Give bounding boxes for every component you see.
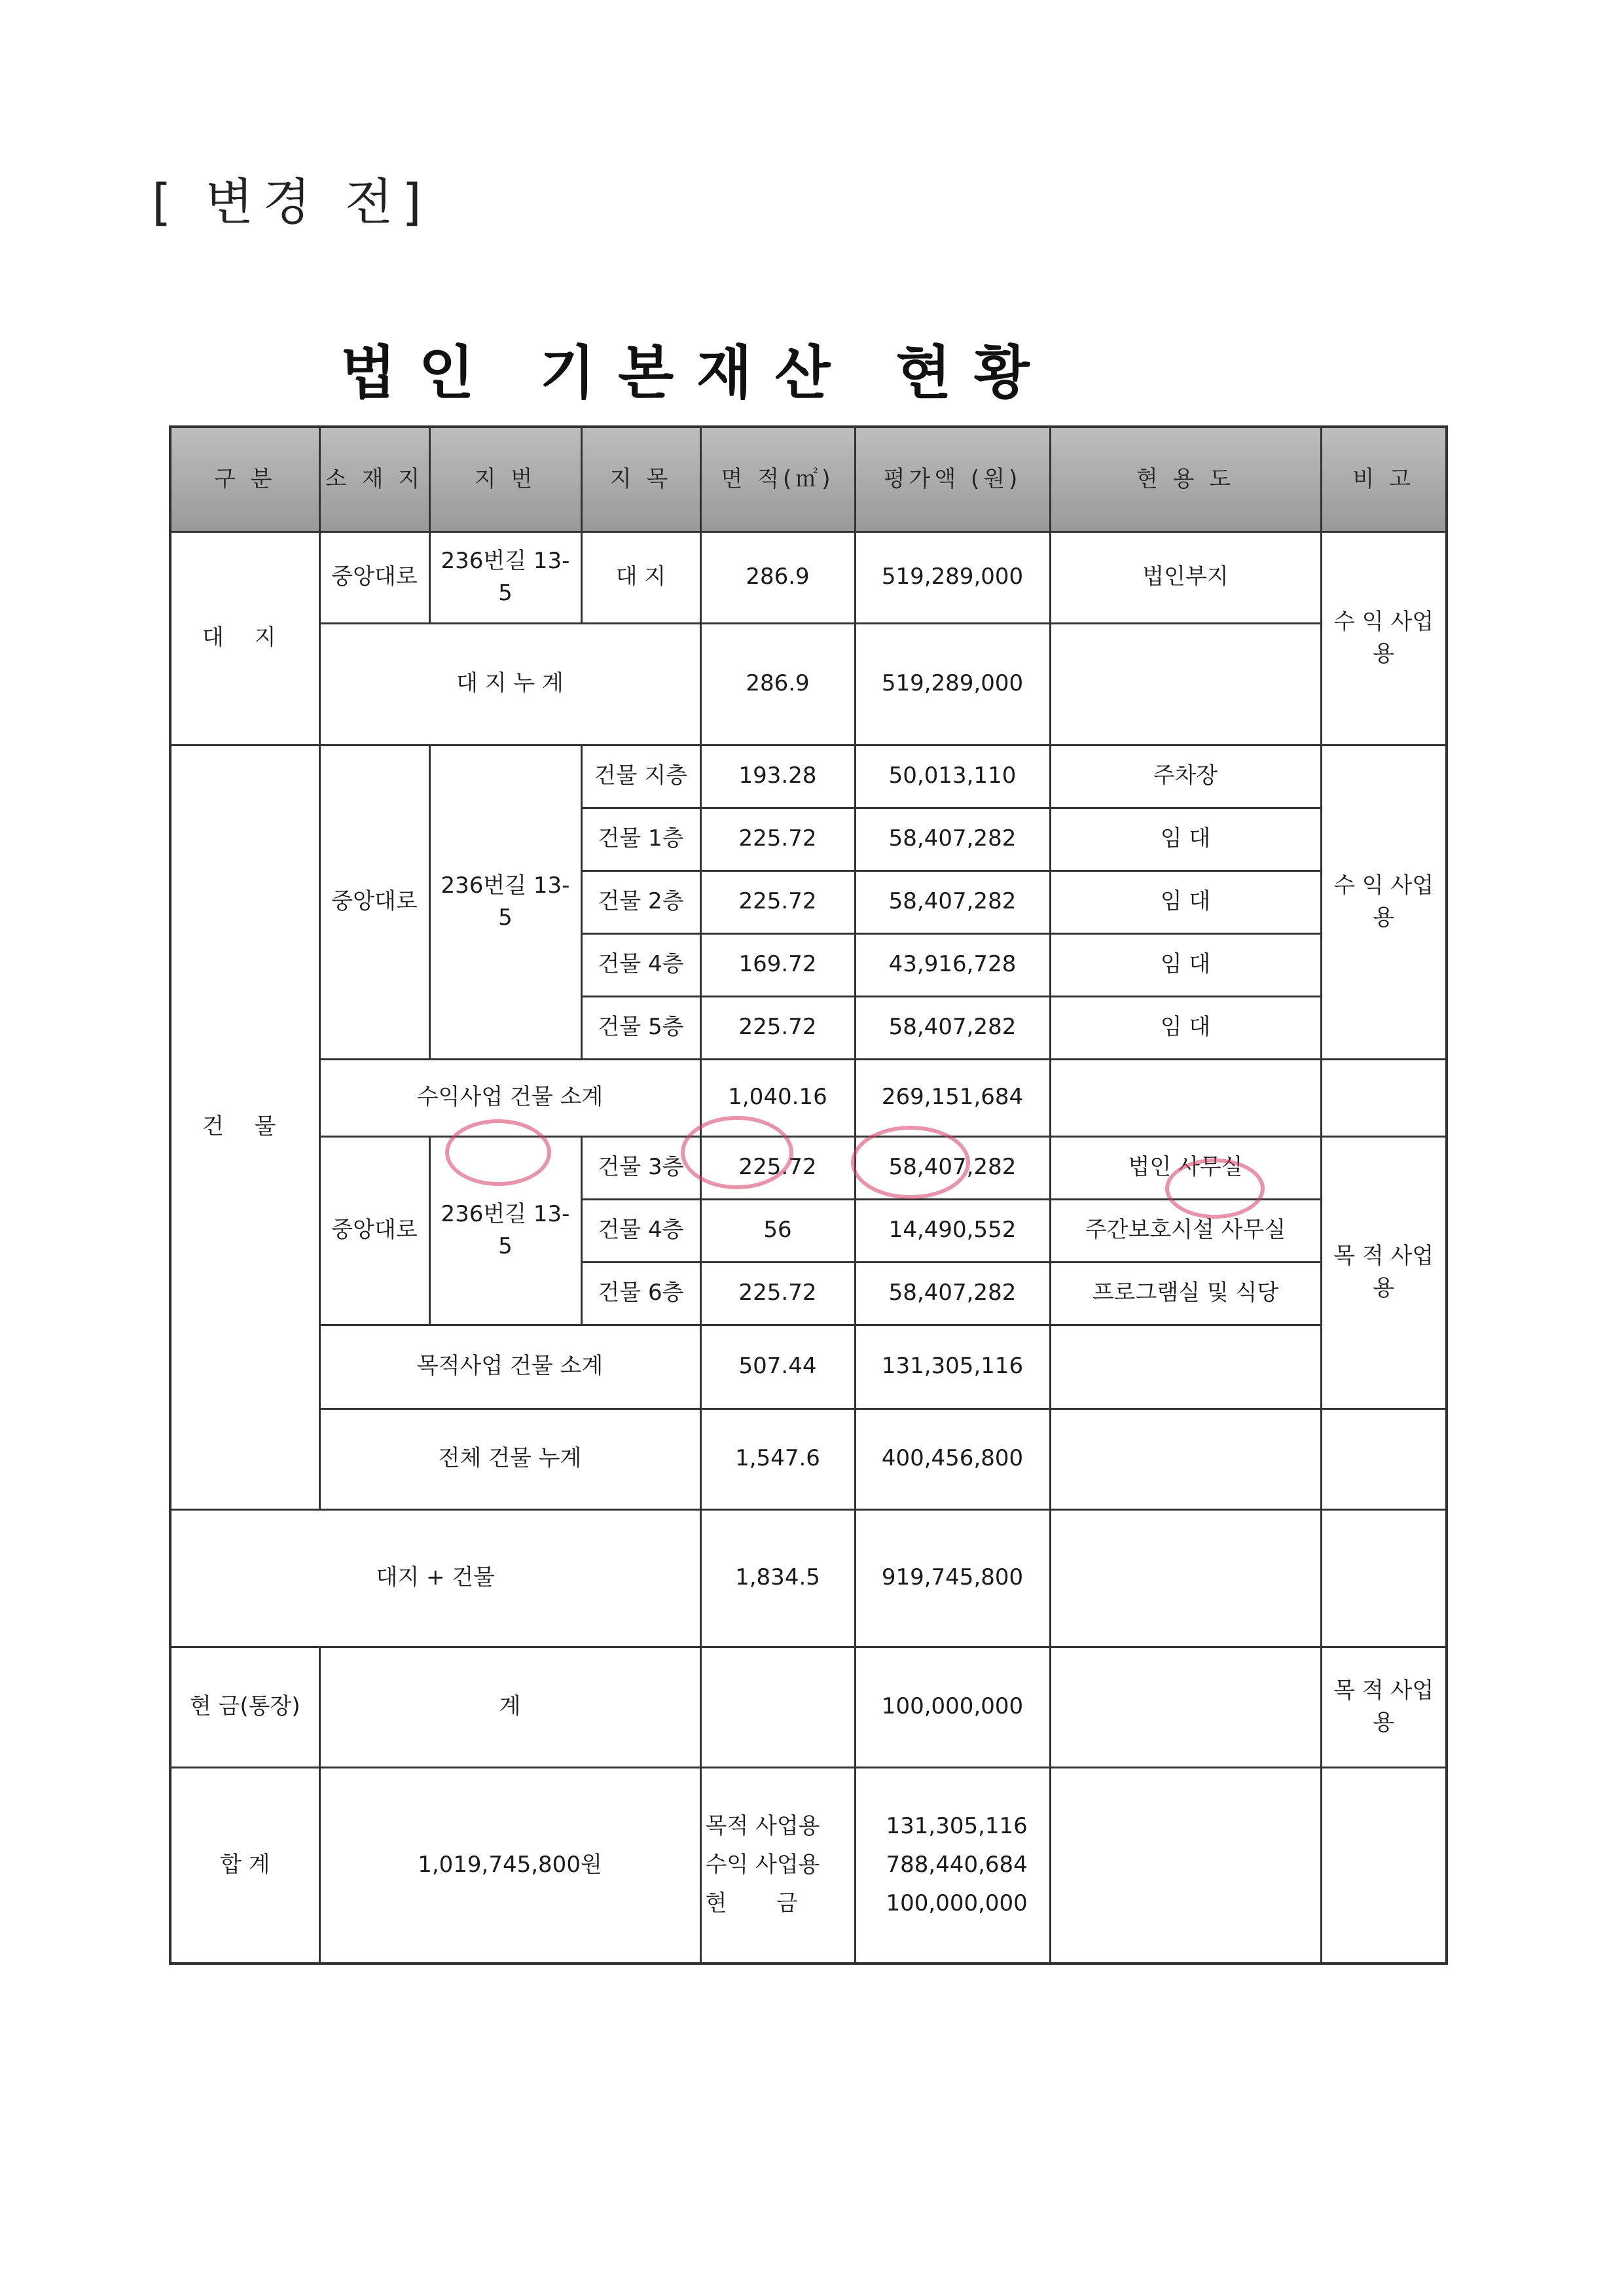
land-plus-building-row — [170, 1509, 1447, 1647]
purpose-subtotal-value: 131,305,116 — [855, 1325, 1050, 1408]
cash-row — [170, 1647, 1447, 1767]
building-area: 225.72 — [700, 870, 855, 933]
building-floor: 건물 2층 — [581, 870, 700, 933]
breakdown-label: 현 금 — [705, 1890, 798, 1917]
header-area: 면 적(㎡) — [700, 427, 855, 531]
header-value: 평가액 (원) — [855, 427, 1050, 531]
profit-subtotal-use — [1050, 1059, 1321, 1136]
building-area: 169.72 — [700, 933, 855, 996]
grand-total-breakdown-values — [855, 1767, 1050, 1964]
building-area: 225.72 — [700, 1136, 855, 1199]
header-row — [170, 427, 1447, 531]
land-plus-building-note — [1321, 1509, 1447, 1647]
building-area: 193.28 — [700, 745, 855, 808]
cash-category: 현 금(통장) — [170, 1647, 319, 1767]
building-value: 58,407,282 — [855, 996, 1050, 1059]
profit-subtotal-area: 1,040.16 — [700, 1059, 855, 1136]
land-subtotal-use — [1050, 623, 1321, 745]
header-note: 비 고 — [1321, 427, 1447, 531]
building-floor: 건물 3층 — [581, 1136, 700, 1199]
building-use: 임 대 — [1050, 808, 1321, 870]
building-area: 225.72 — [700, 1262, 855, 1325]
building-value: 50,013,110 — [855, 745, 1050, 808]
grand-total-breakdown-labels — [700, 1767, 855, 1964]
profit-subtotal-label: 수익사업 건물 소계 — [319, 1059, 700, 1136]
profit-subtotal-value: 269,151,684 — [855, 1059, 1050, 1136]
building-purpose-location: 중앙대로 — [319, 1136, 429, 1325]
land-subtotal-row — [170, 623, 1447, 745]
land-subtotal-label: 대 지 누 계 — [319, 623, 700, 745]
header-category: 구 분 — [170, 427, 319, 531]
header-use: 현 용 도 — [1050, 427, 1321, 531]
header-land-type: 지 목 — [581, 427, 700, 531]
breakdown-label: 수익 사업용 — [705, 1852, 820, 1878]
land-plus-building-label: 대지 + 건물 — [170, 1509, 700, 1647]
cash-area — [700, 1647, 855, 1767]
land-plus-building-area: 1,834.5 — [700, 1509, 855, 1647]
building-value: 58,407,282 — [855, 1262, 1050, 1325]
building-row — [170, 1136, 1447, 1199]
building-value: 58,407,282 — [855, 808, 1050, 870]
building-profit-note: 수 익 사업용 — [1321, 745, 1447, 1059]
building-profit-lot: 236번길 13-5 — [429, 745, 581, 1059]
header-lot: 지 번 — [429, 427, 581, 531]
land-category: 대 지 — [170, 531, 319, 745]
building-floor: 건물 6층 — [581, 1262, 700, 1325]
grand-total-category: 합 계 — [170, 1767, 319, 1964]
building-floor: 건물 5층 — [581, 996, 700, 1059]
building-use: 임 대 — [1050, 933, 1321, 996]
grand-total-row — [170, 1767, 1447, 1964]
cash-value: 100,000,000 — [855, 1647, 1050, 1767]
land-plus-building-value: 919,745,800 — [855, 1509, 1050, 1647]
building-total-note — [1321, 1408, 1447, 1509]
building-purpose-note: 목 적 사업용 — [1321, 1136, 1447, 1408]
building-total-use — [1050, 1408, 1321, 1509]
breakdown-label: 목적 사업용 — [705, 1812, 820, 1839]
land-note: 수 익 사업용 — [1321, 531, 1447, 745]
building-value: 14,490,552 — [855, 1199, 1050, 1262]
building-area: 56 — [700, 1199, 855, 1262]
building-area: 225.72 — [700, 808, 855, 870]
building-area: 225.72 — [700, 996, 855, 1059]
land-subtotal-value: 519,289,000 — [855, 623, 1050, 745]
grand-total-note — [1321, 1767, 1447, 1964]
purpose-subtotal-row — [170, 1325, 1447, 1408]
building-use: 임 대 — [1050, 996, 1321, 1059]
breakdown-value: 131,305,116 — [886, 1812, 1028, 1839]
purpose-subtotal-use — [1050, 1325, 1321, 1408]
land-area: 286.9 — [700, 531, 855, 623]
building-use: 임 대 — [1050, 870, 1321, 933]
land-use: 법인부지 — [1050, 531, 1321, 623]
building-floor: 건물 4층 — [581, 1199, 700, 1262]
breakdown-value: 788,440,684 — [886, 1852, 1028, 1878]
land-type: 대 지 — [581, 531, 700, 623]
land-lot: 236번길 13-5 — [429, 531, 581, 623]
building-total-row — [170, 1408, 1447, 1509]
document-title: 법 인 기 본 재 산 현 황 — [340, 339, 1032, 406]
cash-use — [1050, 1647, 1321, 1767]
basic-property-table — [169, 425, 1448, 1965]
land-plus-building-use — [1050, 1509, 1321, 1647]
profit-subtotal-note — [1321, 1059, 1447, 1136]
purpose-subtotal-label: 목적사업 건물 소계 — [319, 1325, 700, 1408]
grand-total-use — [1050, 1767, 1321, 1964]
building-profit-location: 중앙대로 — [319, 745, 429, 1059]
building-value: 43,916,728 — [855, 933, 1050, 996]
land-location: 중앙대로 — [319, 531, 429, 623]
purpose-subtotal-area: 507.44 — [700, 1325, 855, 1408]
building-use: 주간보호시설 사무실 — [1050, 1199, 1321, 1262]
land-value: 519,289,000 — [855, 531, 1050, 623]
building-value: 58,407,282 — [855, 1136, 1050, 1199]
land-row — [170, 531, 1447, 623]
building-floor: 건물 1층 — [581, 808, 700, 870]
building-use: 법인 사무실 — [1050, 1136, 1321, 1199]
building-floor: 건물 4층 — [581, 933, 700, 996]
building-use: 프로그램실 및 식당 — [1050, 1262, 1321, 1325]
grand-total-amount: 1,019,745,800원 — [319, 1767, 700, 1964]
building-category: 건 물 — [170, 745, 319, 1509]
breakdown-value: 100,000,000 — [886, 1890, 1028, 1917]
building-total-value: 400,456,800 — [855, 1408, 1050, 1509]
building-purpose-lot: 236번길 13-5 — [429, 1136, 581, 1325]
page-label: [ 변경 전] — [152, 173, 431, 231]
header-location: 소 재 지 — [319, 427, 429, 531]
building-row — [170, 745, 1447, 808]
profit-subtotal-row — [170, 1059, 1447, 1136]
building-use: 주차장 — [1050, 745, 1321, 808]
cash-label: 계 — [319, 1647, 700, 1767]
land-subtotal-area: 286.9 — [700, 623, 855, 745]
building-total-label: 전체 건물 누계 — [319, 1408, 700, 1509]
building-total-area: 1,547.6 — [700, 1408, 855, 1509]
cash-note: 목 적 사업용 — [1321, 1647, 1447, 1767]
building-floor: 건물 지층 — [581, 745, 700, 808]
building-value: 58,407,282 — [855, 870, 1050, 933]
